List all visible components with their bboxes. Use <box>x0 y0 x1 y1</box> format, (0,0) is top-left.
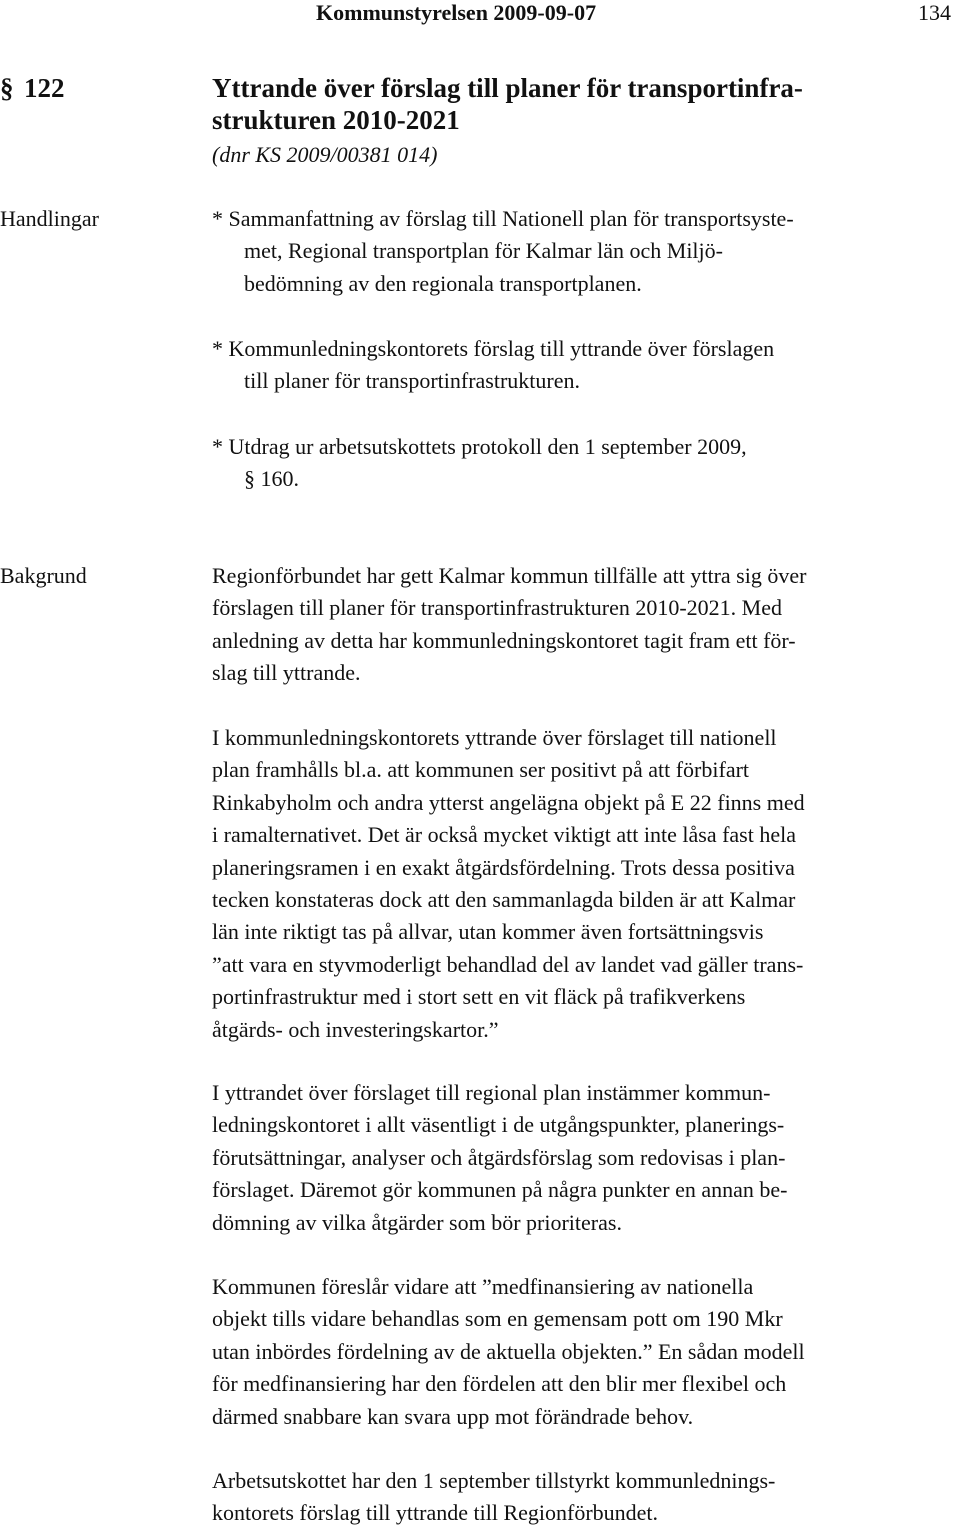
text-line: till planer för transportinfrastrukturen. <box>244 368 581 394</box>
text-line: I kommunledningskontorets yttrande över förslaget till nationell <box>212 725 777 750</box>
margin-label-handlingar: Handlingar <box>0 206 99 231</box>
handlingar-item <box>212 431 747 496</box>
text-line: ”att vara en styvmoderligt behandlad del av landet vad gäller trans- <box>212 951 804 977</box>
body-paragraph <box>212 560 806 690</box>
text-line: anledning av detta har kommunledningskontoret tagit fram ett för- <box>212 627 796 653</box>
text-line: bedömning av den regionala transportplanen. <box>244 270 642 296</box>
text-line: dömning av vilka åtgärder som bör prioriteras. <box>212 1209 622 1235</box>
text-line: i ramalternativet. Det är också mycket viktigt att inte låsa fast hela <box>212 822 796 848</box>
body-paragraph <box>212 1465 775 1530</box>
text-line: planeringsramen i en exakt åtgärdsfördelning. Trots dessa positiva <box>212 854 795 880</box>
text-line: slag till yttrande. <box>212 660 361 686</box>
handlingar-item <box>212 203 794 300</box>
page-number: 134 <box>918 0 951 25</box>
text-line: län inte riktigt tas på allvar, utan kommer även fortsättningsvis <box>212 919 764 945</box>
text-line: portinfrastruktur med i stort sett en vit fläck på trafikverkens <box>212 984 746 1010</box>
section-title-line: Yttrande över förslag till planer för transportinfra- <box>212 73 803 103</box>
text-line: tecken konstateras dock att den sammanlagda bilden är att Kalmar <box>212 887 796 913</box>
document-header-title: Kommunstyrelsen 2009-09-07 <box>316 0 597 25</box>
diary-number: (dnr KS 2009/00381 014) <box>212 142 438 167</box>
text-line: ledningskontoret i allt väsentligt i de utgångspunkter, planerings- <box>212 1112 785 1138</box>
handlingar-item <box>212 333 774 398</box>
text-line: förslagen till planer för transportinfrastrukturen 2010-2021. Med <box>212 595 783 621</box>
text-line: Rinkabyholm och andra ytterst angelägna objekt på E 22 finns med <box>212 789 805 815</box>
text-line: åtgärds- och investeringskartor.” <box>212 1016 499 1042</box>
text-line: * Utdrag ur arbetsutskottets protokoll den 1 september 2009, <box>212 434 747 459</box>
section-sign: § <box>0 73 14 103</box>
text-line: utan inbördes fördelning av de aktuella objekten.” En sådan modell <box>212 1338 805 1364</box>
text-line: kontorets förslag till yttrande till Regionförbundet. <box>212 1500 659 1526</box>
text-line: förslaget. Däremot gör kommunen på några punkter en annan be- <box>212 1177 788 1203</box>
text-line: plan framhålls bl.a. att kommunen ser positivt på att förbifart <box>212 757 750 783</box>
section-number: 122 <box>24 73 65 103</box>
text-line: objekt tills vidare behandlas som en gemensam pott om 190 Mkr <box>212 1306 783 1332</box>
margin-label-bakgrund: Bakgrund <box>0 563 87 588</box>
text-line: därmed snabbare kan svara upp mot förändrade behov. <box>212 1403 694 1429</box>
text-line: Kommunen föreslår vidare att ”medfinansiering av nationella <box>212 1274 754 1299</box>
text-line: Regionförbundet har gett Kalmar kommun tillfälle att yttra sig över <box>212 563 807 588</box>
text-line: met, Regional transportplan för Kalmar län och Miljö- <box>244 238 723 264</box>
section-title <box>212 72 803 136</box>
text-line: Arbetsutskottet har den 1 september tillstyrkt kommunlednings- <box>212 1468 776 1493</box>
body-paragraph <box>212 1077 787 1239</box>
text-line: för medfinansiering har den fördelen att den blir mer flexibel och <box>212 1371 787 1397</box>
text-line: förutsättningar, analyser och åtgärdsförslag som redovisas i plan- <box>212 1144 786 1170</box>
body-paragraph <box>212 1271 805 1433</box>
body-paragraph <box>212 722 805 1046</box>
text-line: * Sammanfattning av förslag till Nationell plan för transportsyste- <box>212 206 794 231</box>
text-line: I yttrandet över förslaget till regional plan instämmer kommun- <box>212 1080 771 1105</box>
text-line: § 160. <box>244 466 299 492</box>
section-title-line: strukturen 2010-2021 <box>212 105 460 135</box>
text-line: * Kommunledningskontorets förslag till yttrande över förslagen <box>212 336 775 361</box>
